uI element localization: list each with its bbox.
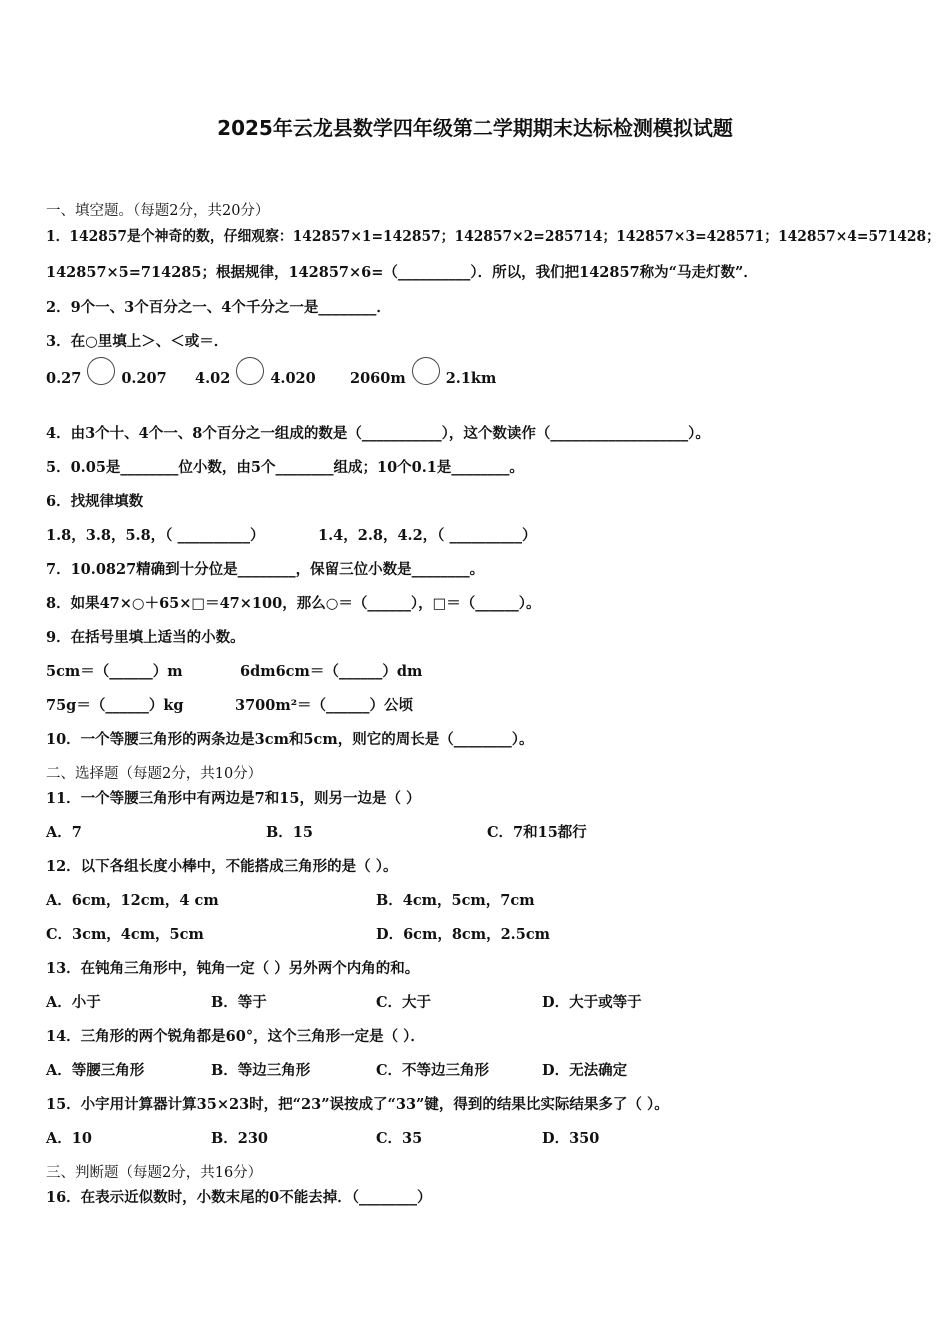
compare-item-1: [46, 365, 167, 393]
question-6-sequence-a: 1.8，3.8，5.8，（ __________）: [46, 527, 265, 544]
question-9-d: 3700m²＝（______）公顷: [235, 697, 414, 714]
section-heading-choice: 二、选择题（每题2分，共10分）: [46, 766, 263, 782]
question-15: 15．小宇用计算器计算35×23时，把“23”误按成了“33”键，得到的结果比实际结果多了（ ）。: [46, 1096, 669, 1113]
question-13: 13．在钝角三角形中，钝角一定（ ）另外两个内角的和。: [46, 960, 420, 977]
question-16: 16．在表示近似数时，小数末尾的0不能去掉．（________）: [46, 1189, 432, 1206]
compare-left: 2060m: [350, 370, 406, 387]
q12-option-c[interactable]: C．3cm，4cm，5cm: [46, 926, 204, 943]
question-11: 11．一个等腰三角形中有两边是7和15，则另一边是（ ）: [46, 790, 421, 807]
q11-option-c[interactable]: C．7和15都行: [487, 824, 587, 841]
compare-item-2: [195, 365, 316, 393]
q13-option-c[interactable]: C．大于: [376, 994, 432, 1011]
q12-option-b[interactable]: B．4cm，5cm，7cm: [376, 892, 535, 909]
compare-item-3: [350, 365, 496, 393]
question-9-a: 5cm＝（______）m: [46, 663, 183, 680]
compare-left: 0.27: [46, 370, 82, 387]
question-9: 9．在括号里填上适当的小数。: [46, 629, 245, 646]
section-heading-judge: 三、判断题（每题2分，共16分）: [46, 1165, 263, 1181]
question-8: 8．如果47×○＋65×□＝47×100，那么○＝（______），□＝（______）。: [46, 595, 541, 612]
page-title: 2025年云龙县数学四年级第二学期期末达标检测模拟试题: [217, 116, 733, 140]
compare-circle[interactable]: [236, 357, 264, 385]
q15-option-d[interactable]: D．350: [542, 1130, 600, 1147]
question-5: 5．0.05是________位小数，由5个________组成；10个0.1是________。: [46, 459, 524, 476]
question-4: 4．由3个十、4个一、8个百分之一组成的数是（___________），这个数读作（___________________）。: [46, 425, 710, 442]
q13-option-a[interactable]: A．小于: [46, 994, 101, 1011]
q14-option-a[interactable]: A．等腰三角形: [46, 1062, 145, 1079]
compare-circle[interactable]: [87, 357, 115, 385]
q11-option-a[interactable]: A．7: [46, 824, 82, 841]
question-9-b: 6dm6cm＝（______）dm: [240, 663, 423, 680]
question-14: 14．三角形的两个锐角都是60°，这个三角形一定是（ ）．: [46, 1028, 425, 1045]
q15-option-c[interactable]: C．35: [376, 1130, 423, 1147]
question-12: 12．以下各组长度小棒中，不能搭成三角形的是（ ）。: [46, 858, 398, 875]
question-2: 2．9个一、3个百分之一、4个千分之一是________．: [46, 299, 391, 316]
question-10: 10．一个等腰三角形的两条边是3cm和5cm，则它的周长是（________）。: [46, 731, 534, 748]
q15-option-a[interactable]: A．10: [46, 1130, 92, 1147]
q14-option-d[interactable]: D．无法确定: [542, 1062, 628, 1079]
compare-left: 4.02: [195, 370, 231, 387]
q11-option-b[interactable]: B．15: [266, 824, 313, 841]
compare-circle[interactable]: [412, 357, 440, 385]
compare-right: 4.020: [270, 370, 316, 387]
question-9-c: 75g＝（______）kg: [46, 697, 184, 714]
q12-option-a[interactable]: A．6cm，12cm，4 cm: [46, 892, 219, 909]
question-1-line2: 142857×5=714285；根据规律，142857×6=（__________）．所以，我们把142857称为“马走灯数”．: [46, 264, 758, 281]
question-3: 3．在○里填上＞、＜或＝．: [46, 333, 229, 350]
question-1-line1: 1．142857是个神奇的数，仔细观察：142857×1=142857；142857×2=285714；142857×3=428571；142857×4=571428；: [46, 228, 940, 245]
q12-option-d[interactable]: D．6cm，8cm，2.5cm: [376, 926, 550, 943]
q14-option-b[interactable]: B．等边三角形: [211, 1062, 311, 1079]
q15-option-b[interactable]: B．230: [211, 1130, 269, 1147]
q14-option-c[interactable]: C．不等边三角形: [376, 1062, 490, 1079]
question-6: 6．找规律填数: [46, 493, 144, 510]
section-heading-fill: 一、填空题。（每题2分，共20分）: [46, 203, 270, 219]
q13-option-b[interactable]: B．等于: [211, 994, 267, 1011]
question-6-sequence-b: 1.4，2.8，4.2，（ __________）: [318, 527, 537, 544]
compare-right: 0.207: [121, 370, 167, 387]
compare-right: 2.1km: [445, 370, 497, 387]
q13-option-d[interactable]: D．大于或等于: [542, 994, 642, 1011]
question-7: 7．10.0827精确到十分位是________，保留三位小数是________。: [46, 561, 485, 578]
